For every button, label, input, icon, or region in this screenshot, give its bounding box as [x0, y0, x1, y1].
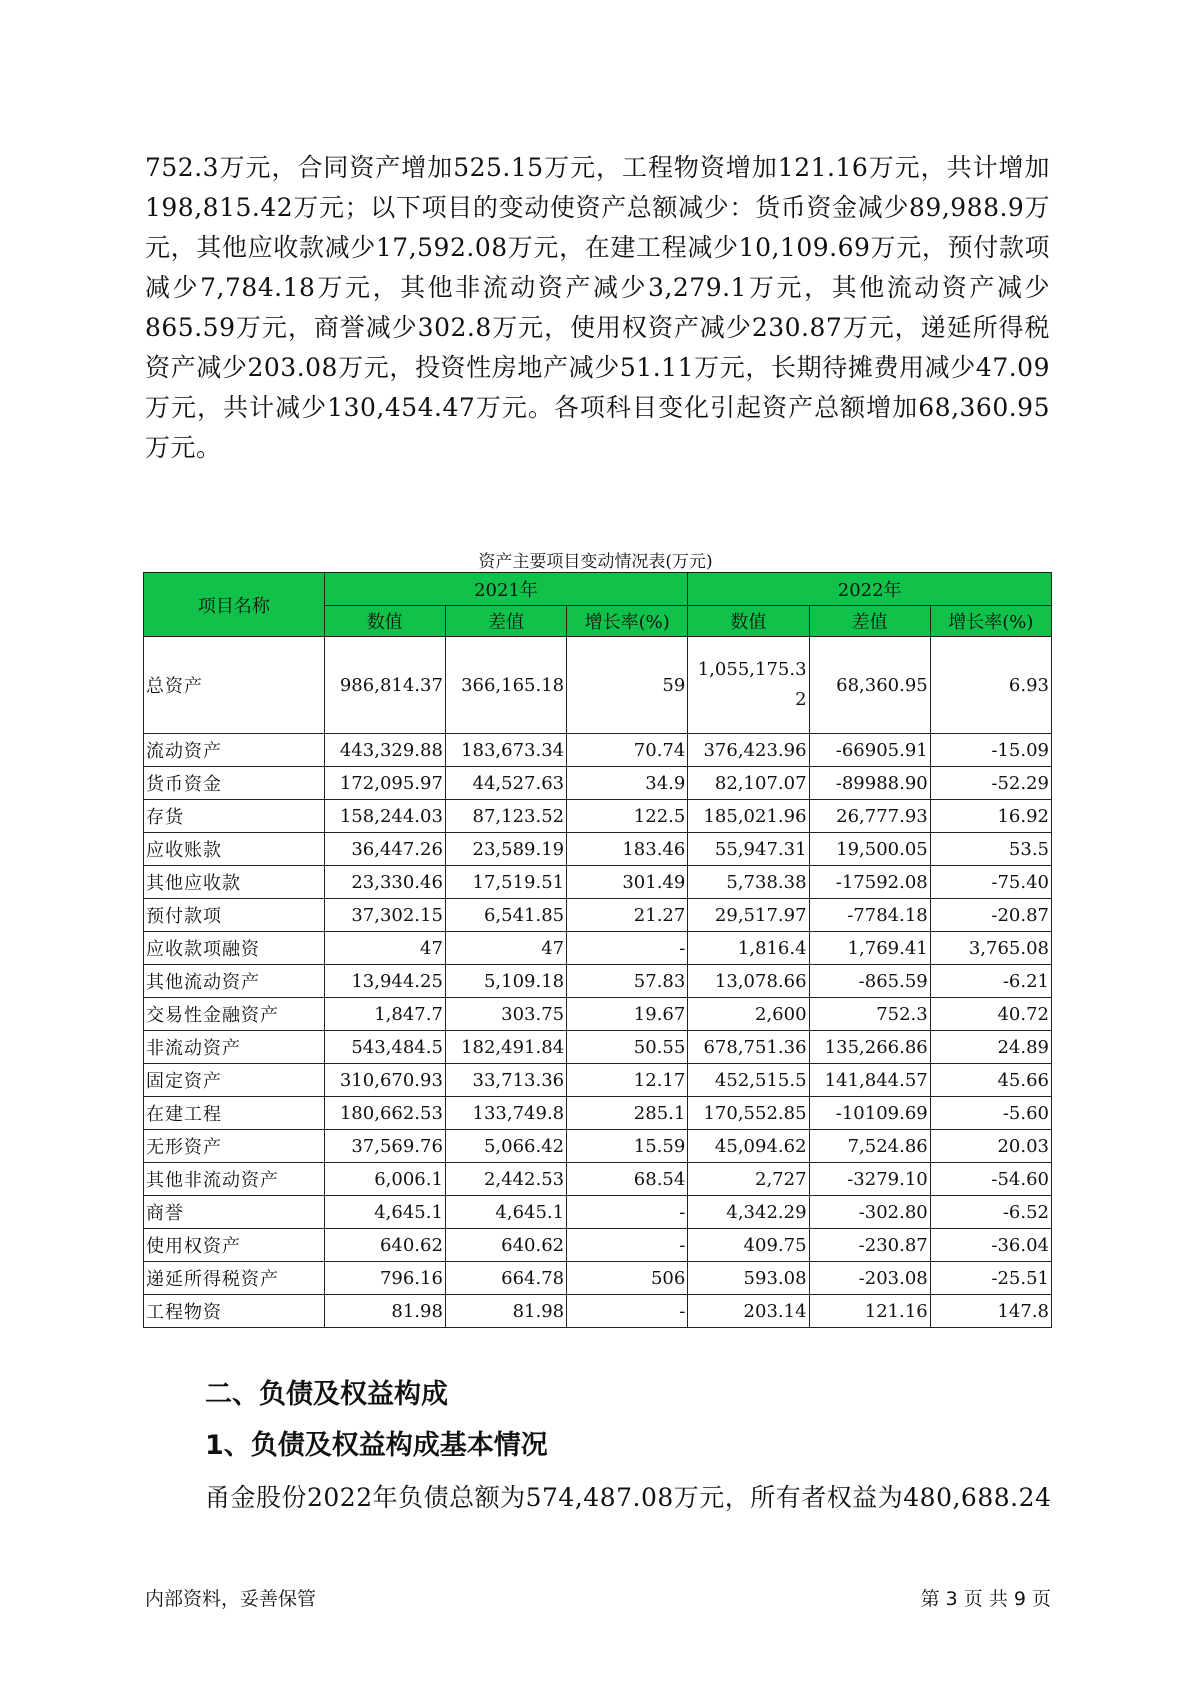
- header-value-2022: 数值: [688, 606, 809, 637]
- cell-item-name: 存货: [144, 800, 325, 833]
- cell-item-name: 使用权资产: [144, 1229, 325, 1262]
- cell-item-name: 总资产: [144, 637, 325, 734]
- cell-value-2021: 543,484.5: [324, 1031, 445, 1064]
- cell-rate-2021: 15.59: [567, 1130, 688, 1163]
- table-row: [144, 1295, 1052, 1328]
- table-row: [144, 800, 1052, 833]
- footer-confidential-note: 内部资料，妥善保管: [145, 1588, 317, 1610]
- cell-rate-2022: -6.52: [930, 1196, 1051, 1229]
- cell-rate-2021: 34.9: [567, 767, 688, 800]
- cell-value-2021: 81.98: [324, 1295, 445, 1328]
- cell-diff-2022: -17592.08: [809, 866, 930, 899]
- cell-value-2021: 443,329.88: [324, 734, 445, 767]
- cell-value-2021: 47: [324, 932, 445, 965]
- cell-value-2021: 37,302.15: [324, 899, 445, 932]
- cell-diff-2021: 664.78: [445, 1262, 566, 1295]
- cell-diff-2021: 183,673.34: [445, 734, 566, 767]
- table-row: [144, 734, 1052, 767]
- cell-rate-2022: 45.66: [930, 1064, 1051, 1097]
- cell-rate-2022: 16.92: [930, 800, 1051, 833]
- cell-value-2022: 55,947.31: [688, 833, 809, 866]
- cell-diff-2021: 17,519.51: [445, 866, 566, 899]
- cell-diff-2022: -3279.10: [809, 1163, 930, 1196]
- cell-value-2021: 172,095.97: [324, 767, 445, 800]
- header-rate-2022: 增长率(%): [930, 606, 1051, 637]
- header-value-2021: 数值: [324, 606, 445, 637]
- cell-rate-2022: 40.72: [930, 998, 1051, 1031]
- cell-rate-2021: 57.83: [567, 965, 688, 998]
- cell-rate-2021: -: [567, 1295, 688, 1328]
- table-row: [144, 899, 1052, 932]
- section-heading: 二、负债及权益构成: [205, 1379, 448, 1410]
- cell-rate-2022: -36.04: [930, 1229, 1051, 1262]
- cell-diff-2022: 752.3: [809, 998, 930, 1031]
- cell-value-2021: 37,569.76: [324, 1130, 445, 1163]
- cell-value-2022: 170,552.85: [688, 1097, 809, 1130]
- cell-value-2022: 185,021.96: [688, 800, 809, 833]
- cell-value-2022: 4,342.29: [688, 1196, 809, 1229]
- cell-item-name: 流动资产: [144, 734, 325, 767]
- intro-paragraph: 752.3万元，合同资产增加525.15万元，工程物资增加121.16万元，共计增加198,815.42万元；以下项目的变动使资产总额减少：货币资金减少89,988.9万元，其他应收款减少17,592.08万元，在建工程减少10,109.69万元，预付款项减少7,784.18万元，其他非流动资产减少3,279.1万元，其他流动资产减少865.59万元，商誉减少302.8万元，使用权资产减少230.87万元，递延所得税资产减少203.08万元，投资性房地产减少51.11万元，长期待摊费用减少47.09万元，共计减少130,454.47万元。各项科目变化引起资产总额增加68,360.95万元。: [145, 153, 1050, 462]
- cell-value-2022: 5,738.38: [688, 866, 809, 899]
- cell-value-2022: 678,751.36: [688, 1031, 809, 1064]
- table-row: [144, 932, 1052, 965]
- cell-value-2021: 180,662.53: [324, 1097, 445, 1130]
- cell-diff-2021: 23,589.19: [445, 833, 566, 866]
- cell-value-2022: 13,078.66: [688, 965, 809, 998]
- cell-item-name: 应收账款: [144, 833, 325, 866]
- cell-rate-2021: 122.5: [567, 800, 688, 833]
- cell-value-2021: 13,944.25: [324, 965, 445, 998]
- table-row: [144, 1229, 1052, 1262]
- cell-diff-2021: 4,645.1: [445, 1196, 566, 1229]
- table-row: [144, 866, 1052, 899]
- cell-rate-2022: 147.8: [930, 1295, 1051, 1328]
- cell-diff-2021: 87,123.52: [445, 800, 566, 833]
- cell-diff-2022: -66905.91: [809, 734, 930, 767]
- cell-diff-2022: 1,769.41: [809, 932, 930, 965]
- cell-diff-2021: 2,442.53: [445, 1163, 566, 1196]
- cell-rate-2022: -75.40: [930, 866, 1051, 899]
- cell-rate-2022: -52.29: [930, 767, 1051, 800]
- cell-value-2021: 23,330.46: [324, 866, 445, 899]
- cell-value-2022: 452,515.5: [688, 1064, 809, 1097]
- cell-diff-2022: 121.16: [809, 1295, 930, 1328]
- cell-rate-2022: -20.87: [930, 899, 1051, 932]
- header-rate-2021: 增长率(%): [567, 606, 688, 637]
- footer-page-number: 第 3 页 共 9 页: [920, 1588, 1051, 1610]
- header-year-2022: 2022年: [688, 573, 1052, 606]
- cell-diff-2022: -302.80: [809, 1196, 930, 1229]
- cell-item-name: 工程物资: [144, 1295, 325, 1328]
- cell-diff-2021: 33,713.36: [445, 1064, 566, 1097]
- table-row: [144, 1163, 1052, 1196]
- cell-rate-2022: 24.89: [930, 1031, 1051, 1064]
- header-item-name: 项目名称: [144, 573, 325, 637]
- cell-item-name: 在建工程: [144, 1097, 325, 1130]
- cell-rate-2021: 285.1: [567, 1097, 688, 1130]
- cell-diff-2022: 19,500.05: [809, 833, 930, 866]
- cell-diff-2022: 135,266.86: [809, 1031, 930, 1064]
- cell-diff-2021: 44,527.63: [445, 767, 566, 800]
- cell-rate-2021: 12.17: [567, 1064, 688, 1097]
- cell-rate-2021: -: [567, 1196, 688, 1229]
- cell-diff-2022: -7784.18: [809, 899, 930, 932]
- table-row: [144, 1097, 1052, 1130]
- cell-value-2021: 310,670.93: [324, 1064, 445, 1097]
- cell-diff-2021: 81.98: [445, 1295, 566, 1328]
- cell-diff-2022: 26,777.93: [809, 800, 930, 833]
- cell-diff-2022: 141,844.57: [809, 1064, 930, 1097]
- cell-rate-2022: -25.51: [930, 1262, 1051, 1295]
- table-row: [144, 1196, 1052, 1229]
- cell-rate-2022: 6.93: [930, 637, 1051, 734]
- cell-rate-2021: 68.54: [567, 1163, 688, 1196]
- cell-value-2022: 376,423.96: [688, 734, 809, 767]
- cell-rate-2021: 59: [567, 637, 688, 734]
- cell-value-2022: 593.08: [688, 1262, 809, 1295]
- cell-value-2022: 29,517.97: [688, 899, 809, 932]
- table-row: [144, 1064, 1052, 1097]
- header-diff-2022: 差值: [809, 606, 930, 637]
- table-row: [144, 1262, 1052, 1295]
- cell-rate-2021: 50.55: [567, 1031, 688, 1064]
- cell-rate-2021: 21.27: [567, 899, 688, 932]
- cell-item-name: 预付款项: [144, 899, 325, 932]
- header-diff-2021: 差值: [445, 606, 566, 637]
- cell-value-2021: 4,645.1: [324, 1196, 445, 1229]
- cell-diff-2021: 640.62: [445, 1229, 566, 1262]
- cell-value-2022: 45,094.62: [688, 1130, 809, 1163]
- table-row: [144, 965, 1052, 998]
- cell-diff-2021: 366,165.18: [445, 637, 566, 734]
- cell-value-2022: 1,055,175.32: [688, 637, 809, 734]
- cell-rate-2021: 301.49: [567, 866, 688, 899]
- cell-rate-2021: 70.74: [567, 734, 688, 767]
- cell-rate-2021: 183.46: [567, 833, 688, 866]
- asset-change-table: [143, 572, 1052, 1328]
- cell-value-2021: 1,847.7: [324, 998, 445, 1031]
- liabilities-paragraph: 甬金股份2022年负债总额为574,487.08万元，所有者权益为480,688.24: [205, 1483, 1052, 1512]
- subsection-heading: 1、负债及权益构成基本情况: [205, 1430, 548, 1461]
- cell-value-2022: 2,600: [688, 998, 809, 1031]
- cell-item-name: 其他非流动资产: [144, 1163, 325, 1196]
- cell-diff-2022: 7,524.86: [809, 1130, 930, 1163]
- cell-item-name: 固定资产: [144, 1064, 325, 1097]
- cell-value-2021: 796.16: [324, 1262, 445, 1295]
- cell-item-name: 商誉: [144, 1196, 325, 1229]
- cell-value-2022: 203.14: [688, 1295, 809, 1328]
- cell-rate-2021: -: [567, 932, 688, 965]
- cell-diff-2021: 5,109.18: [445, 965, 566, 998]
- cell-diff-2022: -230.87: [809, 1229, 930, 1262]
- table-row: [144, 1031, 1052, 1064]
- cell-diff-2022: -89988.90: [809, 767, 930, 800]
- cell-value-2021: 36,447.26: [324, 833, 445, 866]
- cell-rate-2022: -15.09: [930, 734, 1051, 767]
- cell-diff-2021: 133,749.8: [445, 1097, 566, 1130]
- cell-value-2022: 1,816.4: [688, 932, 809, 965]
- cell-item-name: 其他应收款: [144, 866, 325, 899]
- cell-value-2022: 82,107.07: [688, 767, 809, 800]
- cell-rate-2022: 3,765.08: [930, 932, 1051, 965]
- cell-item-name: 递延所得税资产: [144, 1262, 325, 1295]
- cell-diff-2022: -865.59: [809, 965, 930, 998]
- cell-diff-2022: -203.08: [809, 1262, 930, 1295]
- cell-diff-2022: 68,360.95: [809, 637, 930, 734]
- cell-diff-2021: 5,066.42: [445, 1130, 566, 1163]
- table-row: [144, 637, 1052, 734]
- table-caption: 资产主要项目变动情况表(万元): [478, 552, 713, 572]
- cell-value-2022: 409.75: [688, 1229, 809, 1262]
- cell-rate-2021: 506: [567, 1262, 688, 1295]
- table-row: [144, 998, 1052, 1031]
- cell-value-2021: 986,814.37: [324, 637, 445, 734]
- cell-item-name: 货币资金: [144, 767, 325, 800]
- table-row: [144, 1130, 1052, 1163]
- cell-item-name: 交易性金融资产: [144, 998, 325, 1031]
- cell-rate-2021: 19.67: [567, 998, 688, 1031]
- cell-rate-2022: 20.03: [930, 1130, 1051, 1163]
- table-row: [144, 833, 1052, 866]
- cell-item-name: 无形资产: [144, 1130, 325, 1163]
- cell-rate-2022: 53.5: [930, 833, 1051, 866]
- cell-item-name: 其他流动资产: [144, 965, 325, 998]
- cell-item-name: 非流动资产: [144, 1031, 325, 1064]
- cell-diff-2021: 303.75: [445, 998, 566, 1031]
- cell-value-2021: 640.62: [324, 1229, 445, 1262]
- cell-diff-2021: 182,491.84: [445, 1031, 566, 1064]
- cell-item-name: 应收款项融资: [144, 932, 325, 965]
- cell-diff-2021: 47: [445, 932, 566, 965]
- header-year-2021: 2021年: [324, 573, 688, 606]
- cell-rate-2021: -: [567, 1229, 688, 1262]
- cell-rate-2022: -6.21: [930, 965, 1051, 998]
- table-row: [144, 767, 1052, 800]
- cell-value-2021: 6,006.1: [324, 1163, 445, 1196]
- cell-value-2021: 158,244.03: [324, 800, 445, 833]
- cell-value-2022: 2,727: [688, 1163, 809, 1196]
- cell-diff-2022: -10109.69: [809, 1097, 930, 1130]
- cell-rate-2022: -54.60: [930, 1163, 1051, 1196]
- cell-rate-2022: -5.60: [930, 1097, 1051, 1130]
- cell-diff-2021: 6,541.85: [445, 899, 566, 932]
